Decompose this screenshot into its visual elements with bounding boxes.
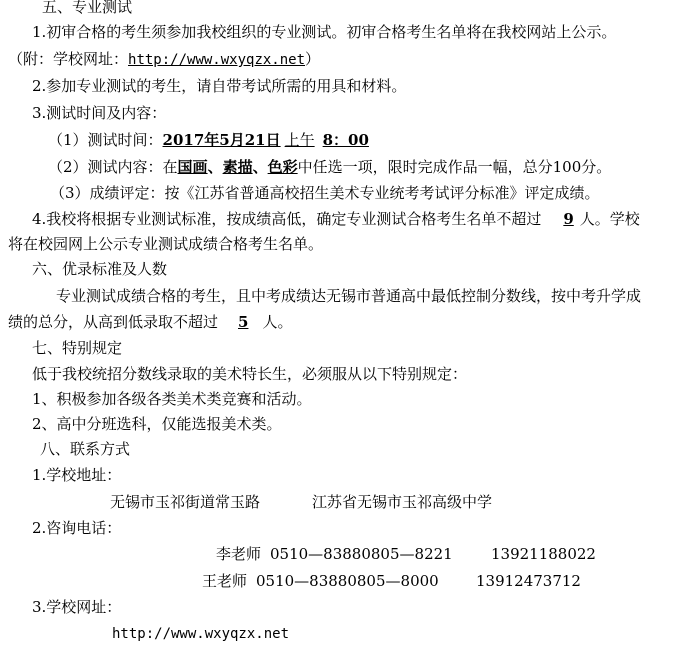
test-content-d: 中任选一项，限时完成作品一幅，总分100分。 xyxy=(297,158,612,176)
item-4-text-a: 4.我校将根据专业测试标准，按成绩高低，确定专业测试合格考生名单不超过 xyxy=(32,210,542,228)
test-am: 上午 xyxy=(284,131,315,149)
website-label: 3.学校网址： xyxy=(32,598,122,616)
section-6-heading: 六、优录标准及人数 xyxy=(32,260,168,278)
option-guohua: 国画 xyxy=(177,158,208,176)
contact-1-name: 李老师 xyxy=(216,545,262,563)
section-5-item-4-cont: 将在校园网上公示专业测试成绩合格考生名单。 xyxy=(8,235,324,253)
section-7-rule-1: 1、积极参加各级各类美术类竞赛和活动。 xyxy=(32,390,312,408)
section-7-rule-2: 2、高中分班选科，仅能选报美术类。 xyxy=(32,415,282,433)
section-5-heading: 五、专业测试 xyxy=(42,0,133,16)
website-note-prefix: （附：学校网址： xyxy=(8,50,129,68)
option-separator-1: 、 xyxy=(207,158,223,176)
contact-1-phone: 0510—83880805—8221 xyxy=(270,545,453,563)
contact-2-mobile: 13912473712 xyxy=(476,572,581,590)
address-school: 江苏省无锡市玉祁高级中学 xyxy=(312,493,493,511)
section-7-intro: 低于我校统招分数线录取的美术特长生，必须服从以下特别规定： xyxy=(32,365,468,383)
grading-line: （3）成绩评定：按《江苏省普通高校招生美术专业统考考试评分标准》评定成绩。 xyxy=(50,184,600,202)
preferred-quota-number: 5 xyxy=(238,313,249,331)
address-street: 无锡市玉祁街道常玉路 xyxy=(110,493,261,511)
item-4-text-b: 人。学校 xyxy=(579,210,640,228)
website-note-suffix: ） xyxy=(305,50,321,68)
test-content-a: （2）测试内容：在 xyxy=(48,158,178,176)
section-6-text-a: 绩的总分，从高到低录取不超过 xyxy=(8,313,219,331)
section-6-text-b: 人。 xyxy=(262,313,293,331)
address-label: 1.学校地址： xyxy=(32,466,122,484)
contact-1-mobile: 13921188022 xyxy=(491,545,596,563)
test-content-line xyxy=(48,157,611,177)
school-website-note xyxy=(8,49,320,70)
test-date: 2017年5月21日 xyxy=(162,131,281,149)
test-time-line xyxy=(48,130,369,150)
test-time: 8：00 xyxy=(322,131,369,149)
option-secai: 色彩 xyxy=(267,158,298,176)
section-5-item-4 xyxy=(32,209,640,229)
section-5-item-2: 2.参加专业测试的考生，请自带考试所需的用具和材料。 xyxy=(32,77,407,95)
section-7-heading: 七、特别规定 xyxy=(32,339,123,357)
test-time-label: （1）测试时间： xyxy=(48,131,163,149)
contact-2-phone: 0510—83880805—8000 xyxy=(256,572,439,590)
quota-number: 9 xyxy=(563,210,574,228)
school-website-link[interactable]: http://www.wxyqzx.net xyxy=(128,52,306,68)
section-5-item-1: 1.初审合格的考生须参加我校组织的专业测试。初审合格考生名单将在我校网站上公示。 xyxy=(32,23,617,41)
option-separator-2: 、 xyxy=(252,158,268,176)
website-url[interactable]: http://www.wxyqzx.net xyxy=(112,626,290,642)
option-sumiao: 素描 xyxy=(222,158,253,176)
section-6-para-line-2 xyxy=(8,312,292,332)
contact-2-name: 王老师 xyxy=(202,572,248,590)
section-5-item-3: 3.测试时间及内容： xyxy=(32,104,167,122)
section-8-heading: 八、联系方式 xyxy=(40,440,131,458)
section-6-para-line-1: 专业测试成绩合格的考生，且中考成绩达无锡市普通高中最低控制分数线，按中考升学成 xyxy=(56,287,642,305)
phone-label: 2.咨询电话： xyxy=(32,519,122,537)
